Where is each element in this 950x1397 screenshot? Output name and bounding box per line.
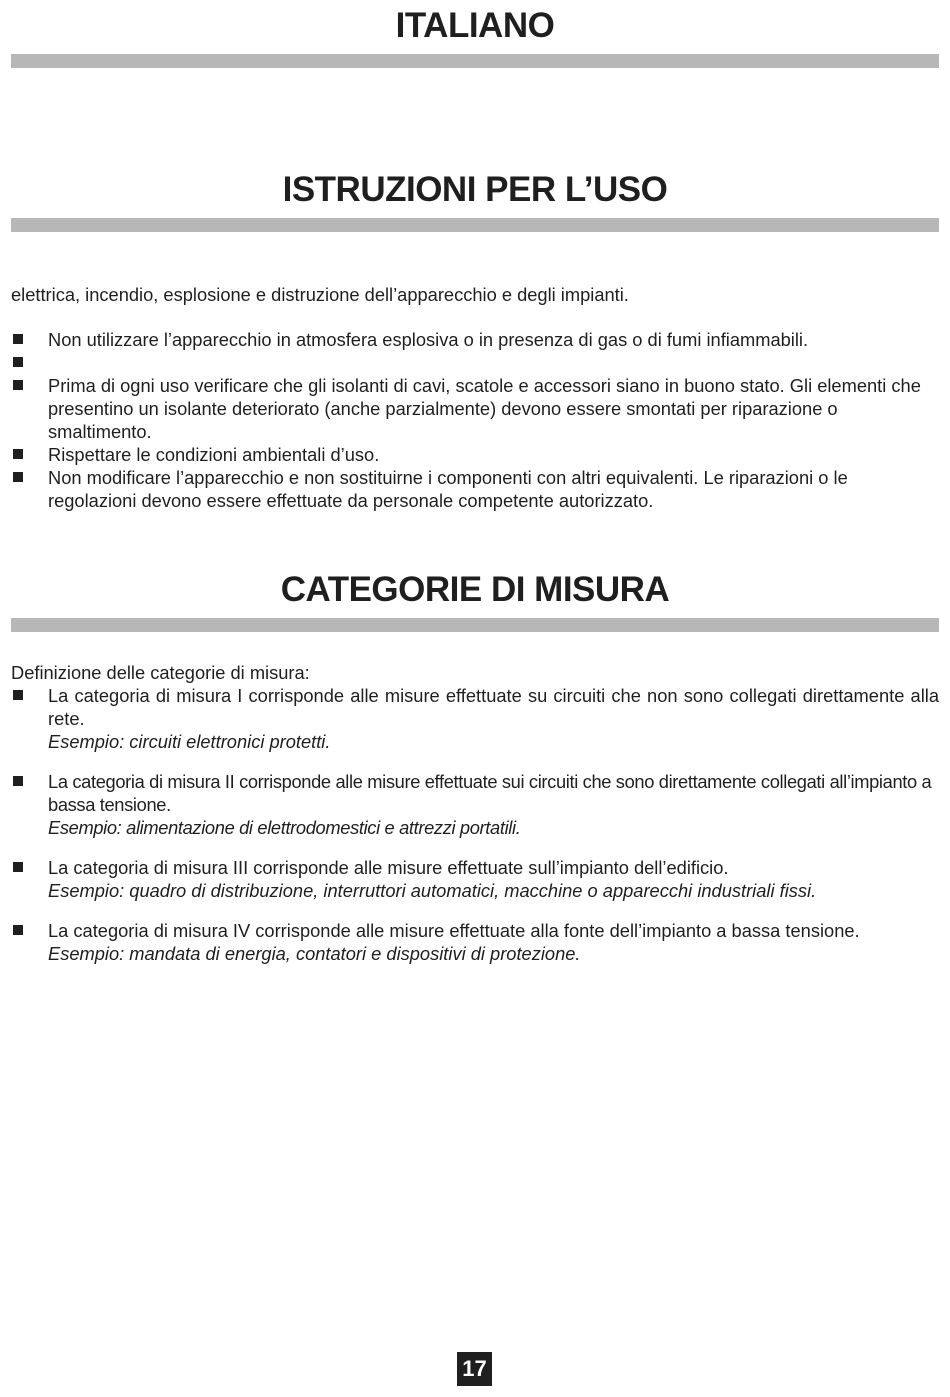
category-text: La categoria di misura IV corrisponde alle misure effettuate alla fonte dell’impianto a bassa tensione. <box>48 920 860 941</box>
list-item-text: Rispettare le condizioni ambientali d’uso. <box>48 444 380 465</box>
language-heading: ITALIANO <box>395 6 555 45</box>
list-item <box>11 919 939 965</box>
list-item-text <box>48 352 53 373</box>
square-bullet-icon <box>13 690 23 700</box>
section-rule-istruzioni <box>11 218 939 232</box>
list-item-text: Prima di ogni uso verificare che gli isolanti di cavi, scatole e accessori siano in buono stato. Gli elementi che presentino un isolante deteriorato (anche parzialmente) devono essere smontati per riparazione o smaltimento. <box>48 375 921 442</box>
section-title-istruzioni: ISTRUZIONI PER L’USO <box>282 170 668 209</box>
safety-list <box>11 328 939 512</box>
header-rule <box>11 54 939 68</box>
square-bullet-icon <box>13 449 23 459</box>
categories-intro: Definizione delle categorie di misura: <box>11 662 310 683</box>
square-bullet-icon <box>13 862 23 872</box>
page-number: 17 <box>457 1352 492 1386</box>
section-title-categorie: CATEGORIE DI MISURA <box>280 570 670 609</box>
category-example: Esempio: quadro di distribuzione, interruttori automatici, macchine o apparecchi industriali fissi. <box>48 880 817 901</box>
category-example: Esempio: alimentazione di elettrodomestici e attrezzi portatili. <box>48 817 521 838</box>
list-item <box>11 374 939 443</box>
category-example: Esempio: circuiti elettronici protetti. <box>48 731 331 752</box>
category-example: Esempio: mandata di energia, contatori e dispositivi di protezione. <box>48 943 581 964</box>
list-item <box>11 466 939 512</box>
list-item <box>11 770 939 839</box>
section-rule-categorie <box>11 618 939 632</box>
square-bullet-icon <box>13 925 23 935</box>
category-text: La categoria di misura III corrisponde alle misure effettuate sull’impianto dell’edificio. <box>48 857 729 878</box>
category-text: La categoria di misura I corrisponde alle misure effettuate su circuiti che non sono collegati direttamente alla rete. <box>48 685 939 729</box>
categories-list <box>11 684 939 965</box>
list-item <box>11 351 939 374</box>
list-item <box>11 856 939 902</box>
square-bullet-icon <box>13 776 23 786</box>
square-bullet-icon <box>13 357 23 367</box>
intro-continuation: elettrica, incendio, esplosione e distruzione dell’apparecchio e degli impianti. <box>11 284 629 305</box>
square-bullet-icon <box>13 334 23 344</box>
list-item-text: Non modificare l’apparecchio e non sostituirne i componenti con altri equivalenti. Le riparazioni o le regolazioni devono essere effettuate da personale competente autorizzato. <box>48 467 848 511</box>
square-bullet-icon <box>13 472 23 482</box>
list-item <box>11 443 939 466</box>
list-item-text: Non utilizzare l’apparecchio in atmosfera esplosiva o in presenza di gas o di fumi infiammabili. <box>48 329 809 350</box>
square-bullet-icon <box>13 380 23 390</box>
list-item <box>11 684 939 753</box>
list-item <box>11 328 939 351</box>
category-text: La categoria di misura II corrisponde alle misure effettuate sui circuiti che sono direttamente collegati all’impianto a bassa tensione. <box>48 771 932 815</box>
